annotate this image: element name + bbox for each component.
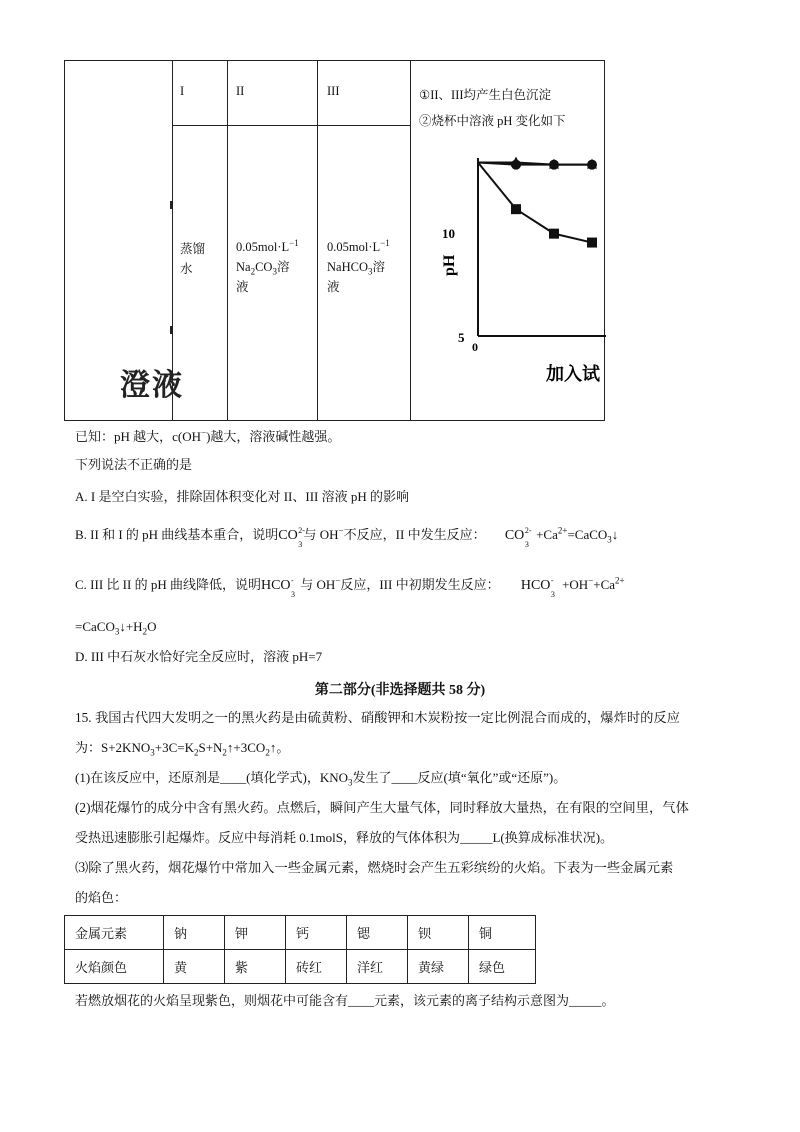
header-ii: II (236, 84, 245, 98)
header-i: I (180, 84, 185, 98)
table-cell: 铜 (469, 916, 536, 950)
question-stem: 下列说法不正确的是 (75, 457, 193, 472)
x-axis-label: 加入试 (546, 364, 600, 385)
table-cell: 锶 (347, 916, 408, 950)
data-point-square (549, 229, 559, 239)
table-divider (317, 61, 318, 420)
table-cell: 钾 (225, 916, 286, 950)
table-cell: 紫 (225, 950, 286, 984)
option-c: C. III 比 II 的 pH 曲线降低，说明 HCO - 3 与 OH−反应，III 中初期发生反应： HCO - 3 $+OH^-+Ca^{2+}$ (75, 575, 625, 600)
table-cell: 砖红 (286, 950, 347, 984)
flame-color-table (64, 915, 536, 984)
option-b: B. II 和 I 的 pH 曲线基本重合，说明 CO 2- 3 与 OH−不反应，II 中发生反应： CO 2- 3 $+Ca^{2+}=CaCO_3↓$ (75, 525, 619, 550)
observation-1: ①II、III均产生白色沉淀 (419, 88, 552, 102)
series-line-square (478, 162, 592, 242)
table-cell: 钙 (286, 916, 347, 950)
table-cell: 黄 (164, 950, 225, 984)
ytick-10: 10 (442, 226, 455, 241)
table-divider (227, 61, 228, 420)
q15-part2-line2: 受热迅速膨胀引起爆炸。反应中每消耗 0.1molS，释放的气体体积为_____L(换算成标准状况)。 (75, 830, 614, 845)
table-divider (172, 125, 410, 126)
table-cell: 钡 (408, 916, 469, 950)
xtick-0: 0 (472, 340, 478, 354)
header-iii: III (327, 84, 340, 98)
q15-part3-question: 若燃放烟花的火焰呈现紫色，则烟花中可能含有____元素，该元素的离子结构示意图为_____。 (75, 993, 615, 1008)
y-axis-label: pH (441, 254, 458, 276)
cell-na2co3: $0.05mol\cdot L^{-1}$ $Na_2CO_3$溶 液 (236, 237, 299, 294)
known-line: 已知：pH 越大，c(OH−)越大，溶液碱性越强。 (75, 427, 341, 444)
table-divider (410, 61, 411, 420)
part-two-heading: 第二部分(非选择题共 58 分) (314, 683, 486, 698)
option-c-continued: $=CaCO_3↓+H_2O$ (75, 619, 157, 637)
observation-2: ②烧杯中溶液 pH 变化如下 (419, 114, 566, 128)
ph-chart (420, 146, 606, 422)
cell-nahco3: $0.05mol\cdot L^{-1}$ NaHCO$_3$溶 液 (327, 237, 390, 294)
cell-distilled-water: 蒸馏水 (180, 242, 206, 276)
table-cell: 火焰颜色 (65, 950, 164, 984)
table-row (65, 916, 536, 950)
data-point-circle (511, 160, 521, 170)
table-cell: 钠 (164, 916, 225, 950)
ytick-5: 5 (458, 330, 465, 345)
q15-part1: (1)在该反应中，还原剂是____(填化学式)，$KNO_3$发生了____反应(填“氧化”或“还原”)。 (75, 770, 567, 788)
q15-part2-line1: (2)烟花爆竹的成分中含有黑火药。点燃后，瞬间产生大量气体，同时释放大量热，在有限的空间里，气体 (75, 800, 689, 815)
table-cell: 黄绿 (408, 950, 469, 984)
option-a: A. I 是空白实验，排除固体积变化对 II、III 溶液 pH 的影响 (75, 489, 410, 504)
q15-part3-line1: ⑶除了黑火药，烟花爆竹中常加入一些金属元素，燃烧时会产生五彩缤纷的火焰。下表为一些金属元素 (75, 860, 674, 875)
table-cell: 洋红 (347, 950, 408, 984)
data-point-square (511, 204, 521, 214)
data-point-circle (549, 160, 559, 170)
data-point-circle (587, 160, 597, 170)
table-cell: 绿色 (469, 950, 536, 984)
stray-mark (170, 201, 173, 209)
table-row (65, 950, 536, 984)
stray-mark (170, 326, 173, 334)
table-cell: 金属元素 (65, 916, 164, 950)
stray-large-text: 澄液 (120, 368, 184, 403)
q15-line1: 15. 我国古代四大发明之一的黑火药是由硫黄粉、硝酸钾和木炭粉按一定比例混合而成的，爆炸时的反应 (75, 710, 681, 725)
option-d: D. III 中石灰水恰好完全反应时，溶液 pH=7 (75, 649, 323, 664)
q15-part3-line2: 的焰色： (75, 890, 128, 905)
q15-equation: 为：$S+2KNO_3+3C=K_2S+N_2↑+3CO_2↑$。 (75, 740, 290, 758)
data-point-square (587, 238, 597, 248)
